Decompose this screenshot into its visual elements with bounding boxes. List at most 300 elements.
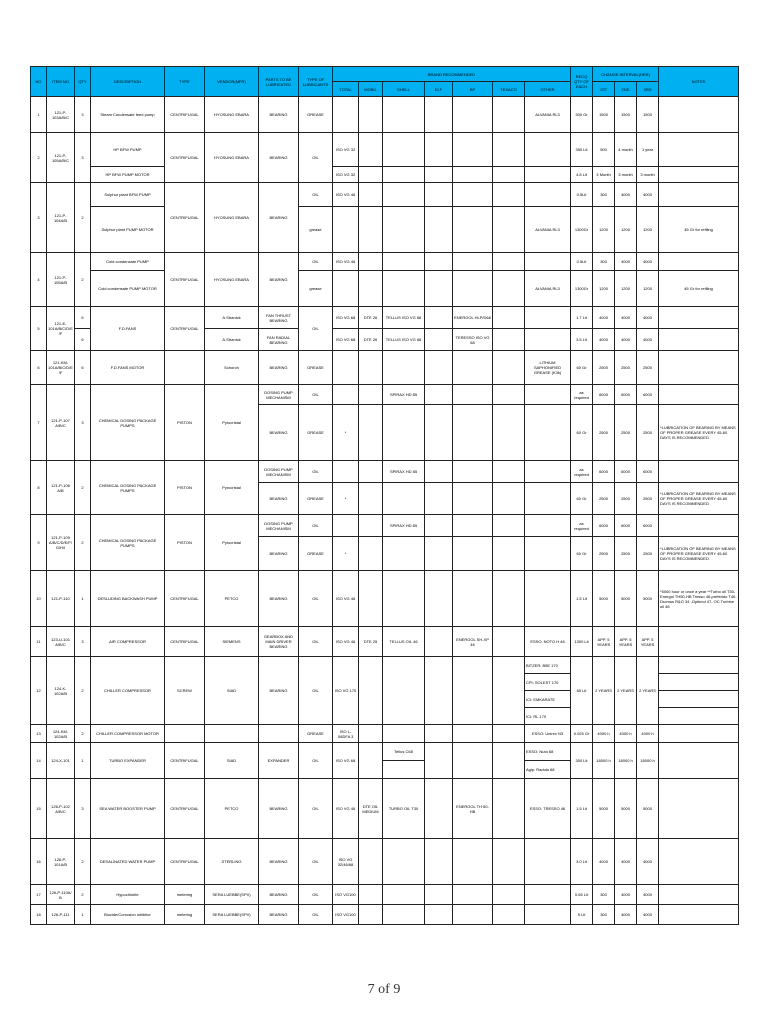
col-texaco: TEXACO	[493, 82, 525, 97]
page-number: 7 of 9	[367, 982, 401, 997]
table-row	[31, 743, 739, 761]
cell: CENTRIFUGAL	[165, 779, 205, 839]
cell: 1300Gr	[571, 207, 593, 253]
cell: 4 month	[615, 133, 637, 167]
cell: CHILLER COMPRESSOR MOTOR	[91, 725, 165, 743]
cell: ISO VG 46	[333, 779, 359, 839]
cell: OIL	[299, 253, 333, 271]
cell: HYOSUNG EBARA	[205, 133, 259, 183]
cell: CPI: SOLEST 170	[525, 674, 571, 691]
cell: 4000	[615, 253, 637, 271]
table-row	[31, 351, 739, 385]
cell: as required	[571, 461, 593, 483]
col-parts: PARTS TO BE LUBRICATED	[259, 67, 299, 97]
cell: ALVANIA RL3	[525, 271, 571, 307]
col-total: TOTAL	[333, 82, 359, 97]
cell: BITZER: B5E 170	[525, 657, 571, 674]
cell: 1200	[637, 207, 659, 253]
cell: 6000	[637, 515, 659, 537]
cell: 5000	[637, 779, 659, 839]
cell: ALVANIA RL3	[525, 207, 571, 253]
cell: 1200	[637, 271, 659, 307]
cell: as required	[571, 385, 593, 405]
cell: ISO VG100	[333, 905, 359, 925]
cell: CENTRIFUGAL	[165, 183, 205, 253]
cell: A.Stranick	[205, 307, 259, 329]
cell: 18000 h	[637, 743, 659, 779]
cell: 8	[31, 461, 47, 515]
col-notes: NOTES	[659, 67, 739, 97]
cell: DOSING PUMP MECHANISM	[259, 515, 299, 537]
cell: GREASE	[299, 483, 333, 515]
cell: 121-P-103A/B/C	[47, 97, 75, 133]
cell: 3 Month	[593, 167, 615, 183]
cell: grease	[299, 207, 333, 253]
col-type: TYPE	[165, 67, 205, 97]
cell: CENTRIFUGAL	[165, 743, 205, 779]
cell: CHILLER COMPRESSOR	[91, 657, 165, 725]
cell: 1300Gr	[571, 271, 593, 307]
col-mobil: MOBIL	[359, 82, 383, 97]
cell: 18000 h	[593, 743, 615, 779]
cell: 2	[75, 725, 91, 743]
cell: 126-P-111	[47, 905, 75, 925]
cell: 0.5Lit	[571, 253, 593, 271]
cell: 4000	[615, 905, 637, 925]
col-no: NO	[31, 67, 47, 97]
cell: 4000	[637, 839, 659, 885]
cell: 121-P-105A/B	[47, 253, 75, 307]
cell: CENTRIFUGAL	[165, 307, 205, 351]
cell: 11	[31, 627, 47, 657]
cell: OIL	[299, 839, 333, 885]
cell: F.D.FANS MOTOR	[91, 351, 165, 385]
cell: BEARING	[259, 885, 299, 905]
cell: HP BFW PUMP MOTOR	[91, 167, 165, 183]
cell: BEARING	[259, 571, 299, 627]
cell: OIL	[299, 133, 333, 183]
cell: 124-K-102A/B	[47, 657, 75, 725]
cell: 6	[75, 351, 91, 385]
col-item-no: ITEM NO	[47, 67, 75, 97]
cell: 300 Lit	[571, 743, 593, 779]
cell: PISTON	[165, 461, 205, 515]
cell: 6000	[615, 515, 637, 537]
table-row	[31, 627, 739, 657]
cell: BEARING	[259, 905, 299, 925]
cell: 1	[75, 905, 91, 925]
cell: CHEMICAL DOSING PACKAGE PUMPS	[91, 461, 165, 515]
cell: 60 Gr	[571, 351, 593, 385]
cell: 60 Gr	[571, 405, 593, 461]
cell: DTE 26	[359, 307, 383, 329]
cell: ISO VG 170	[333, 657, 359, 725]
cell: 13	[31, 725, 47, 743]
cell: 2 YEARS	[615, 657, 637, 725]
cell: 4	[31, 253, 47, 307]
col-description: DESCRIPTION	[91, 67, 165, 97]
cell: Pyrocristal	[205, 385, 259, 461]
cell: 9	[31, 515, 47, 571]
col-shell: SHELL	[383, 82, 425, 97]
cell: Tellus C68	[383, 743, 425, 761]
cell: 3	[75, 133, 91, 183]
cell: DTE 25	[359, 627, 383, 657]
cell: OIL	[299, 385, 333, 405]
cell: 4.8 Lit	[571, 167, 593, 183]
cell: BEARING	[259, 839, 299, 885]
cell: ISO VG 46	[333, 627, 359, 657]
cell: 1200	[615, 207, 637, 253]
cell: TELLUS ISO VG 68	[383, 307, 425, 329]
cell: BEARING	[259, 133, 299, 183]
cell: F.D.FANS	[91, 307, 165, 351]
cell: 1	[75, 571, 91, 627]
cell: ESSO: NOTO H 46	[525, 627, 571, 657]
cell: BEARING	[259, 405, 299, 461]
cell: 2500	[593, 483, 615, 515]
cell: GREASE	[299, 405, 333, 461]
cell: 1500	[593, 97, 615, 133]
cell: 5000	[615, 571, 637, 627]
cell: CENTRIFUGAL	[165, 839, 205, 885]
cell: 60 Gr	[571, 537, 593, 571]
cell: 2500	[615, 405, 637, 461]
cell: Biocide/Corrosion inhibitor	[91, 905, 165, 925]
cell: *	[333, 405, 359, 461]
cell: 5 Lit	[571, 905, 593, 925]
col-change-interval: CHANGE INTERVAL(HRS)	[593, 67, 659, 82]
cell: 124-KM-102A/B	[47, 725, 75, 743]
cell: TURBO OIL T30	[383, 779, 425, 839]
cell: GREASE	[299, 537, 333, 571]
table-row	[31, 385, 739, 405]
cell: 6	[75, 329, 91, 351]
cell: *	[333, 483, 359, 515]
cell: 300 Gr	[571, 97, 593, 133]
cell: 1.7 Lit	[571, 307, 593, 329]
cell: *LUBRICATION OF BEARING BY MEANS OF PROPER GREASE EVERY 45-60 DAYS IS RECOMMENDED	[659, 483, 739, 515]
cell: 18	[31, 905, 47, 925]
cell: ENERGOL TH 50-HB	[453, 779, 493, 839]
cell: BEARING	[259, 253, 299, 307]
cell: metering	[165, 905, 205, 925]
cell: DTE OIL MEDIUM	[359, 779, 383, 839]
cell: ISO VG 32/46/68	[333, 839, 359, 885]
cell: CHEMICAL DOSING PACKAGE PUMPS	[91, 515, 165, 571]
cell: 2	[75, 885, 91, 905]
cell: 1	[31, 97, 47, 133]
cell: 60 Gr	[571, 483, 593, 515]
cell: 300	[593, 905, 615, 925]
table-row	[31, 725, 739, 743]
table-header	[31, 67, 739, 97]
cell: ISO VG 32	[333, 167, 359, 183]
cell: ISO VG 68	[333, 329, 359, 351]
cell: ISO VG 46	[333, 253, 359, 271]
lubrication-table	[30, 66, 739, 925]
table-row	[31, 271, 739, 307]
cell: 4000 h	[615, 725, 637, 743]
cell: OIL	[299, 307, 333, 351]
cell: OIL	[299, 905, 333, 925]
cell: ENERGOL HLP/D68	[453, 307, 493, 329]
cell: 4000	[637, 253, 659, 271]
cell: DTE 26	[359, 329, 383, 351]
cell: 3.5 Lit	[571, 329, 593, 351]
cell: 4000	[593, 839, 615, 885]
cell: 6000	[637, 461, 659, 483]
cell: 2500	[637, 351, 659, 385]
cell: HP BFW PUMP	[91, 133, 165, 167]
cell: 6000	[593, 385, 615, 405]
cell: 4000	[637, 885, 659, 905]
col-1st: 1ST	[593, 82, 615, 97]
cell: 2	[75, 515, 91, 571]
cell: CENTRIFUGAL	[165, 571, 205, 627]
cell: ISO L-X8DFA 3	[333, 725, 359, 743]
table-body	[31, 97, 739, 925]
col-brand-recommended: BRAND RECOMMENDED	[333, 67, 571, 82]
cell: ISO VG 46	[333, 571, 359, 627]
cell: ISO VG 32	[333, 133, 359, 167]
cell: BEARING	[259, 183, 299, 253]
cell: 1.5 Lit	[571, 571, 593, 627]
cell: DOSING PUMP MECHANISM	[259, 461, 299, 483]
cell: 2 YEARS	[593, 657, 615, 725]
cell: SPIRAX HD 85	[383, 461, 425, 483]
cell: 3 month	[615, 167, 637, 183]
table-row	[31, 839, 739, 885]
cell: 4000	[593, 307, 615, 329]
cell: SERA LUEBBE(SPX)	[205, 885, 259, 905]
cell: 16	[31, 839, 47, 885]
cell: 2500	[637, 483, 659, 515]
cell: 2	[75, 657, 91, 725]
cell: 2	[31, 133, 47, 183]
cell: DESALINATED WATER PUMP	[91, 839, 165, 885]
cell: ESSO: Nuto 68	[525, 743, 571, 761]
cell: SPIRAX HD 85	[383, 385, 425, 405]
cell: Agip: Radula 68	[525, 761, 571, 779]
cell: 2500	[615, 351, 637, 385]
col-other: OTHER	[525, 82, 571, 97]
cell: SIEMENS	[205, 627, 259, 657]
cell: Steam Condensate feed pump	[91, 97, 165, 133]
cell: SIAD	[205, 743, 259, 779]
table-row	[31, 183, 739, 207]
cell: A.Stranick	[205, 329, 259, 351]
cell: 1 year	[637, 133, 659, 167]
cell: *5000 hour or once a year **Turbo oil T30-Energol TH50-HB Tresso 46-preferido T40-Dromus R&O 34 -Optimol 47- OC Turbine oil 46	[659, 571, 739, 627]
cell: 5000	[593, 571, 615, 627]
cell: 4000	[637, 307, 659, 329]
cell: 121-P-108 A/B	[47, 461, 75, 515]
cell: BEARING	[259, 483, 299, 515]
cell: 2	[75, 839, 91, 885]
cell: ISO VG100	[333, 885, 359, 905]
table-row	[31, 207, 739, 253]
cell: 4000	[615, 839, 637, 885]
cell: APP. 5 YEARS	[615, 627, 637, 657]
cell: SCREW	[165, 657, 205, 725]
cell: 2500	[615, 537, 637, 571]
cell: 17	[31, 885, 47, 905]
cell: 0.025 Gr	[571, 725, 593, 743]
cell: 2	[75, 183, 91, 253]
cell: 1	[75, 743, 91, 779]
cell: 4000	[615, 183, 637, 207]
col-qty-each: RECQ QTY OF EACH	[571, 67, 593, 97]
cell: 500	[593, 133, 615, 167]
cell: GREASE	[299, 725, 333, 743]
cell: 2500	[615, 483, 637, 515]
cell: OIL	[299, 779, 333, 839]
cell: 121-P-109 A/B/C/D/E/F/G/H/I	[47, 515, 75, 571]
cell: 123-U-101 A/B/C	[47, 627, 75, 657]
cell: 2500	[593, 351, 615, 385]
cell: ISO VG 68	[333, 307, 359, 329]
cell: 4000	[615, 307, 637, 329]
cell: 6000	[637, 385, 659, 405]
cell: CHEMICAL DOSING PACKAGE PUMPS	[91, 385, 165, 461]
cell: ALVANIA RL3	[525, 97, 571, 133]
cell: ICI: RL 170	[525, 708, 571, 725]
cell: AIR COMPRESSOR	[91, 627, 165, 657]
cell: OIL	[299, 571, 333, 627]
cell: ISO VG 68	[333, 743, 359, 779]
cell: OIL	[299, 743, 333, 779]
cell: 121-P-107 A/B/C	[47, 385, 75, 461]
cell: 124-X-101	[47, 743, 75, 779]
cell: 4000	[615, 885, 637, 905]
cell: 1200	[615, 271, 637, 307]
cell: 300	[593, 885, 615, 905]
cell: metering	[165, 885, 205, 905]
cell: 121-KM-101A/B/C/D/E/F	[47, 351, 75, 385]
cell: SERA LUEBBE(SPX)	[205, 905, 259, 925]
cell: APP. 5 YEARS	[593, 627, 615, 657]
table-row	[31, 461, 739, 483]
cell: *LUBRICATION OF BEARING BY MEANS OF PROPER GREASE EVERY 45-60 DAYS IS RECOMMENDED	[659, 537, 739, 571]
cell: 18000 h	[615, 743, 637, 779]
cell: 65 Lit	[571, 657, 593, 725]
cell: GREASE	[299, 97, 333, 133]
lubrication-schedule-sheet	[30, 66, 738, 925]
cell: OIL	[299, 183, 333, 207]
table-row	[31, 657, 739, 674]
cell: 5000	[637, 571, 659, 627]
col-qty: QTY	[75, 67, 91, 97]
cell: OIL	[299, 885, 333, 905]
cell: 350 Lit	[571, 133, 593, 167]
cell: 6000	[593, 461, 615, 483]
table-row	[31, 571, 739, 627]
cell: 0.65 Lit	[571, 885, 593, 905]
cell: 6000	[615, 461, 637, 483]
cell: 2500	[593, 537, 615, 571]
cell: 6000	[593, 515, 615, 537]
cell: 300	[593, 183, 615, 207]
cell: CENTRIFUGAL	[165, 627, 205, 657]
cell: STERLING	[205, 839, 259, 885]
table-row	[31, 167, 739, 183]
cell: Cold condensate PUMP	[91, 253, 165, 271]
cell: 12	[31, 657, 47, 725]
cell: BEARING	[259, 657, 299, 725]
cell: OIL	[299, 627, 333, 657]
cell: 126-P-110A/ B	[47, 885, 75, 905]
cell: SIAD	[205, 657, 259, 725]
cell: HYOSUNG EBARA	[205, 97, 259, 133]
cell: TURBO EXPANDER	[91, 743, 165, 779]
cell: BEARING	[259, 97, 299, 133]
cell: 4000	[637, 183, 659, 207]
cell: 2	[75, 253, 91, 307]
cell: 15	[31, 779, 47, 839]
cell: 5000	[593, 779, 615, 839]
table-row	[31, 253, 739, 271]
cell: PISTON	[165, 385, 205, 461]
cell: PISTON	[165, 515, 205, 571]
cell: PETCO	[205, 779, 259, 839]
cell: 2500	[637, 405, 659, 461]
cell: 3	[31, 183, 47, 253]
cell: Schorch	[205, 351, 259, 385]
cell: 2	[75, 461, 91, 515]
cell: 6	[31, 351, 47, 385]
cell: SEA WATER BOOSTER PUMP	[91, 779, 165, 839]
cell: 45 Gr for refiling	[659, 271, 739, 307]
cell: Hypochlorite	[91, 885, 165, 905]
cell: ICI: EMKARATE	[525, 691, 571, 708]
cell: 3	[75, 97, 91, 133]
cell: 7	[31, 385, 47, 461]
cell: 2 YEARS	[637, 657, 659, 725]
cell: 4000 h	[593, 725, 615, 743]
cell: 2500	[637, 537, 659, 571]
cell: grease	[299, 271, 333, 307]
cell: 5	[31, 307, 47, 351]
cell: FAN THRUST BEARING	[259, 307, 299, 329]
cell: 121-P-110	[47, 571, 75, 627]
cell: 4000	[637, 329, 659, 351]
cell: 6000	[615, 385, 637, 405]
col-2nd: 2ND	[615, 82, 637, 97]
cell: 4000	[593, 329, 615, 351]
cell: SPIRAX HD 85	[383, 515, 425, 537]
cell: 1300 Lit	[571, 627, 593, 657]
cell: 1500	[637, 97, 659, 133]
cell: BEARING	[259, 537, 299, 571]
cell: CENTRIFUGAL	[165, 133, 205, 183]
cell: ENERGOL SH-XP 46	[453, 627, 493, 657]
col-elf: ELF	[425, 82, 453, 97]
cell: ESSO: TRESSO 46	[525, 779, 571, 839]
cell: 3	[75, 385, 91, 461]
cell: DESLUDING BACKWASH PUMP	[91, 571, 165, 627]
cell: HYOSUNG EBARA	[205, 183, 259, 253]
cell: 14	[31, 743, 47, 779]
col-3rd: 3RD	[637, 82, 659, 97]
cell: 45 Gr for refiling	[659, 207, 739, 253]
cell: *LUBRICATION OF BEARING BY MEANS OF PROPER GREASE EVERY 45-60 DAYS IS RECOMMENDED	[659, 405, 739, 461]
table-row	[31, 779, 739, 839]
cell: 1200	[593, 271, 615, 307]
cell: ESSO: Unirex N3	[525, 725, 571, 743]
cell: Cold condensate PUMP MOTOR	[91, 271, 165, 307]
cell: EXPANDER	[259, 743, 299, 779]
